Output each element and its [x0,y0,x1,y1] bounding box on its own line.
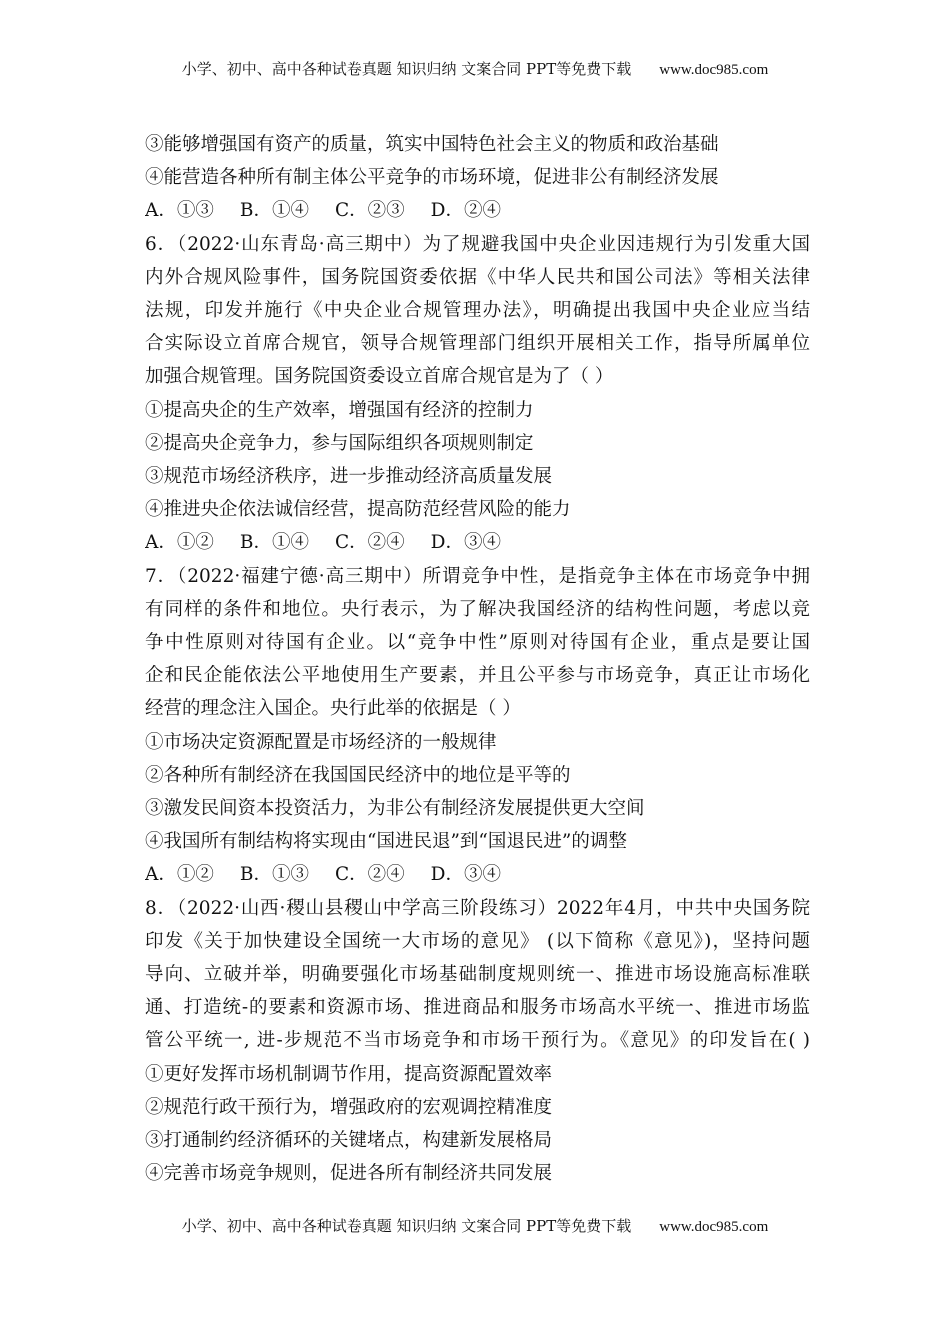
answer-b: B．①④ [239,532,309,554]
q8-option-4: ④完善市场竞争规则，促进各所有制经济共同发展 [145,1163,553,1185]
page-header [0,58,950,79]
q6-option-3: ③规范市场经济秩序，进一步推动经济高质量发展 [145,466,553,488]
q6-stem-line: 加强合规管理。国务院国资委设立首席合规官是为了（ ） [145,366,614,388]
q6-stem-line: 法规，印发并施行《中央企业合规管理办法》，明确提出我国中央企业应当结 [145,300,810,322]
answer-b: B．①④ [239,200,309,222]
q6-option-2: ②提高央企竞争力，参与国际组织各项规则制定 [145,432,534,454]
q8-stem-line: 管公平统一, 进-步规范不当市场竞争和市场干预行为。《意见》的印发旨在( ) [145,1030,810,1052]
q6-option-4: ④推进央企依法诚信经营，提高防范经营风险的能力 [145,499,571,521]
q5-option-3: ③能够增强国有资产的质量，筑实中国特色社会主义的物质和政治基础 [145,134,719,155]
q6-answer-choices [145,526,810,559]
q7-option-1: ①市场决定资源配置是市场经济的一般规律 [145,731,497,753]
header-url: www.doc985.com [659,62,769,78]
q6-stem-line: 内外合规风险事件，国务院国资委依据《中华人民共和国公司法》等相关法律 [145,266,810,288]
q7-stem-line: 争中性原则对待国有企业。以“竞争中性”原则对待国有企业，重点是要让国 [145,632,810,654]
q5-option-4: ④能营造各种所有制主体公平竞争的市场环境，促进非公有制经济发展 [145,167,719,189]
q6-stem-line: 6．（2022·山东青岛·高三期中）为了规避我国中央企业因违规行为引发重大国 [145,233,810,255]
page-footer [0,1215,950,1236]
q8-option-3: ③打通制约经济循环的关键堵点，构建新发展格局 [145,1130,553,1152]
q7-stem-line: 经营的理念注入国企。央行此举的依据是（ ） [145,698,521,720]
answer-a: A．①③ [145,200,214,222]
q6-option-1: ①提高央企的生产效率，增强国有经济的控制力 [145,399,534,421]
answer-c: C．②④ [334,532,405,554]
header-title: 小学、初中、高中各种试卷真题 知识归纳 文案合同 PPT等免费下载 [181,60,632,78]
q7-option-4: ④我国所有制结构将实现由“国进民退”到“国退民进”的调整 [145,831,627,853]
answer-d: D．②④ [430,200,501,222]
q8-stem-line: 导向、立破并举，明确要强化市场基础制度规则统一、推进市场设施高标准联 [145,964,810,986]
answer-d: D．③④ [430,532,501,554]
q8-option-1: ①更好发挥市场机制调节作用，提高资源配置效率 [145,1063,553,1085]
answer-c: C．②③ [334,200,405,222]
footer-title: 小学、初中、高中各种试卷真题 知识归纳 文案合同 PPT等免费下载 [181,1217,632,1235]
answer-a: A．①② [145,532,214,554]
answer-d: D．③④ [430,864,501,886]
q8-stem-line: 印发《关于加快建设全国统一大市场的意见》 (以下简称《意见》)，坚持问题 [145,930,810,952]
answer-c: C．②④ [334,864,405,886]
question-content [145,128,810,1191]
answer-b: B．①③ [239,864,309,886]
q7-option-3: ③激发民间资本投资活力，为非公有制经济发展提供更大空间 [145,798,645,820]
answer-a: A．①② [145,864,214,886]
q8-stem-line: 通、打造统-的要素和资源市场、推进商品和服务市场高水平统一、推进市场监 [145,997,810,1019]
q7-stem-line: 7．（2022·福建宁德·高三期中）所谓竞争中性，是指竞争主体在市场竞争中拥 [145,565,810,587]
q7-answer-choices [145,858,810,891]
q8-stem-line: 8．（2022·山西·稷山县稷山中学高三阶段练习）2022年4月，中共中央国务院 [145,897,810,919]
q7-stem-line: 企和民企能依法公平地使用生产要素，并且公平参与市场竞争，真正让市场化 [145,665,810,687]
q7-option-2: ②各种所有制经济在我国国民经济中的地位是平等的 [145,764,571,786]
footer-url: www.doc985.com [659,1219,769,1235]
q6-stem-line: 合实际设立首席合规官，领导合规管理部门组织开展相关工作，指导所属单位 [145,333,810,355]
q5-answer-choices [145,194,810,227]
q8-option-2: ②规范行政干预行为，增强政府的宏观调控精准度 [145,1096,553,1118]
q7-stem-line: 有同样的条件和地位。央行表示，为了解决我国经济的结构性问题，考虑以竞 [145,598,810,620]
